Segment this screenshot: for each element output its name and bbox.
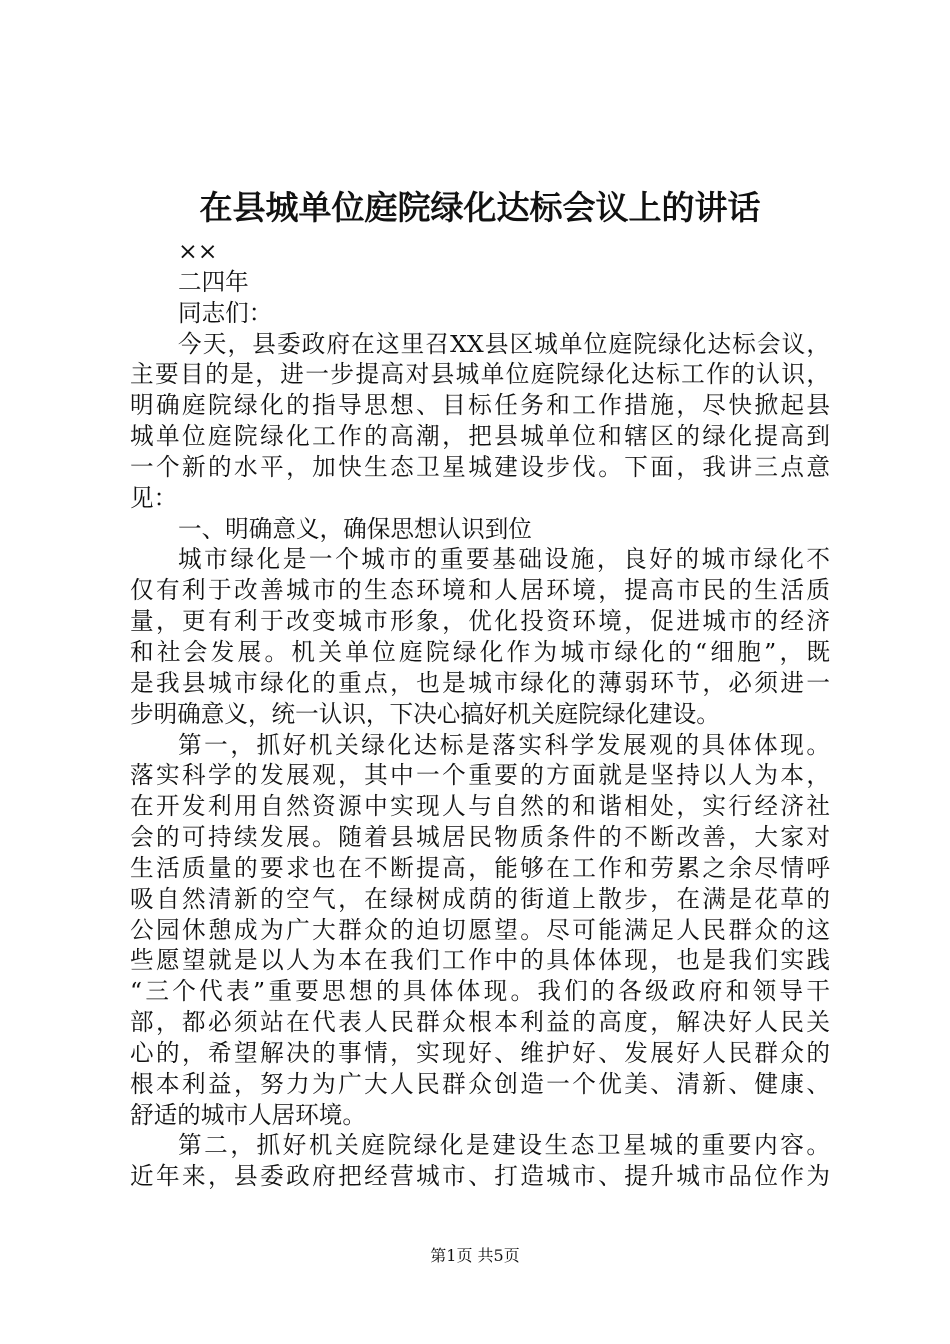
author-line: ×× [178,237,218,265]
text-line: “三个代表”重要思想的具体体现。我们的各级政府和领导干 [130,977,830,1006]
text-line: 见： [130,483,178,512]
page-footer: 第1页 共5页 [430,1246,520,1265]
text-line: 第一，抓好机关绿化达标是落实科学发展观的具体体现。 [178,730,830,759]
date-line: 二四年 [178,267,249,296]
document-body [130,236,830,1192]
text-line: 近年来，县委政府把经营城市、打造城市、提升城市品位作为 [130,1162,830,1191]
text-line: 部，都必须站在代表人民群众根本利益的高度，解决好人民关 [130,1008,830,1037]
text-line: 生活质量的要求也在不断提高，能够在工作和劳累之余尽情呼 [130,853,830,882]
text-line: 是我县城市绿化的重点，也是城市绿化的薄弱环节，必须进一 [130,668,830,697]
text-line: 步明确意义，统一认识，下决心搞好机关庭院绿化建设。 [130,699,720,728]
text-line: 在开发利用自然资源中实现人与自然的和谐相处，实行经济社 [130,792,830,821]
text-line: 心的，希望解决的事情，实现好、维护好、发展好人民群众的 [130,1038,830,1067]
text-line: 主要目的是，进一步提高对县城单位庭院绿化达标工作的认识， [130,360,830,389]
text-line: 公园休憩成为广大群众的迫切愿望。尽可能满足人民群众的这 [130,915,830,944]
text-line: 舒适的城市人居环境。 [130,1100,366,1129]
text-line: 城单位庭院绿化工作的高潮，把县城单位和辖区的绿化提高到 [130,422,830,451]
text-line: 些愿望就是以人为本在我们工作中的具体体现，也是我们实践 [130,946,830,975]
text-line: 根本利益，努力为广大人民群众创造一个优美、清新、健康、 [130,1069,830,1098]
text-line: 仅有利于改善城市的生态环境和人居环境，提高市民的生活质 [130,576,830,605]
text-line: 吸自然清新的空气，在绿树成荫的街道上散步，在满是花草的 [130,884,830,913]
section-heading: 一、明确意义，确保思想认识到位 [178,514,532,543]
salutation-line: 同志们： [178,298,273,327]
text-line: 今天，县委政府在这里召XX县区城单位庭院绿化达标会议， [178,329,830,358]
text-line: 会的可持续发展。随着县城居民物质条件的不断改善，大家对 [130,823,830,852]
text-line: 城市绿化是一个城市的重要基础设施，良好的城市绿化不 [178,545,830,574]
text-line: 量，更有利于改变城市形象，优化投资环境，促进城市的经济 [130,607,830,636]
text-line: 第二，抓好机关庭院绿化是建设生态卫星城的重要内容。 [178,1131,830,1160]
text-line: 和社会发展。机关单位庭院绿化作为城市绿化的“细胞”，既 [130,637,830,666]
text-line: 落实科学的发展观，其中一个重要的方面就是坚持以人为本， [130,761,830,790]
text-line: 明确庭院绿化的指导思想、目标任务和工作措施，尽快掀起县 [130,391,830,420]
document-title: 在县城单位庭院绿化达标会议上的讲话 [199,188,761,227]
text-line: 一个新的水平，加快生态卫星城建设步伐。下面，我讲三点意 [130,452,830,481]
